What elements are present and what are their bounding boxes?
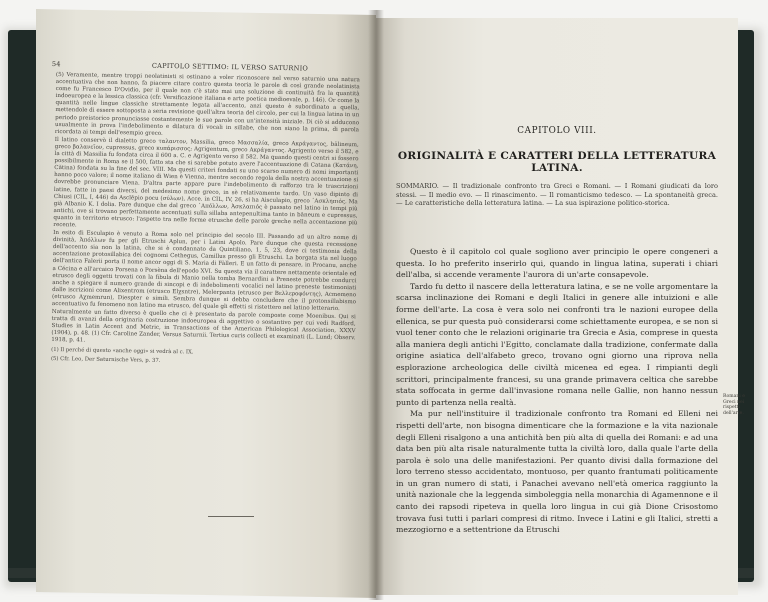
right-paragraph: Tardo fu detto il nascere della letteratura latina, e se ne volle argomentare la scarsa inclinazione dei Romani e degli Italici in genere alle intuizioni e alle forme dell'arte. La cosa è vera solo nei confronti tra le nazioni europee della ellenica, se pur questa può considerarsi come schiettamente europea, e se non si vuol tener conto che le relazioni originarie tra Grecia e Asia, comprese in questa alla maniera degli antichi l'Egitto, conclamate dalla tradizione, confermate dalla origine asiatica dell'alfabeto greco, trovano ogni giorno una riprova nella esplorazione archeologica delle civiltà micenea ed egea. I rimpianti degli scrittori, principalmente francesi, su una grande primavera celtica che sarebbe stata soffocata in germe dall'invasione romana nelle Gallie, non hanno nessun punto di partenza nella realtà. bbox=[396, 281, 718, 407]
left-running-title: CAPITOLO SETTIMO: IL VERSO SATURNIO bbox=[151, 61, 309, 73]
left-page-text bbox=[51, 72, 360, 369]
chapter-summary: SOMMARIO. — Il tradizionale confronto tra Greci e Romani. — I Romani giudicati da loro stessi. — Il medio evo. — Il rinascimento. — Il romanticismo tedesco. — La spontaneità greca. — Le caratteristiche della letteratura latina. — La sua ispirazione politico-storica. bbox=[396, 182, 718, 208]
margin-note: Romani e Greci nei rispetti dell'arte. bbox=[723, 394, 745, 416]
left-paragraph: Naturalmente un fatto diverso è quello che ci è presentato da parole composte come Moenibus. Qui si tratta di avanzi della originaria costruzione indoeuropea di aggettivo o sostantivo per cui vedi Radford, Studies in Latin Accent and Metric, in Transactions of the American Philological Association, XXXV (1904), p. 48. (1) Cfr. Caroline Zander, Versus Saturnii. Tertius curis collecti et examinati (L. Lund; Observ. 1918, p. 41. bbox=[51, 309, 356, 345]
chapter-title: ORIGINALITÀ E CARATTERI DELLA LETTERATURA LATINA. bbox=[397, 150, 717, 174]
left-footnote-rule bbox=[208, 516, 254, 517]
left-paragraph: Il latino conservò il dialetto greco ταλαντον, Massilia, greco Μασσαλία, greco Ακράγαντος, bālineum, greco βαλανεῖον, cupressus, greco κυπάρισσος; Agrigentum, greco Ακράγαντος. Agrigento verso il 582, e la città di Massilia fu fondata circa il 600 a. C. e Agrigento verso il 582. Ma quando questi centri si fossero possibilmente in Roma se il 500, fatto sta che si sarebbe potuto avere l'accentuazione di Catana (Κατάνη, Cătina) fondata su la fine del sec. VIII. Ma questi criteri fondati su uno scarso numero di nomi importanti hanno poco valore; il nome italiano di Wien è Vienna, mentre secondo regola della nostra accentuazione si dovrebbe pronunciare Viena. D'altra parte appare pure l'indebolimento di rafforzo tra le trascrizioni latine, fatte in paesi diversi, del medesimo nome greco, in sè relativamente tardo. Un vaso dipinto di Chiusi (CIL, I, 446) da Asclēpio pocu (σύλων), Acce. in CIL, IV, 26, si ha Aisculapio, greco ᾽Ασκληπιός. Ma già Albanio K. I dolia. Pare dunque che dal greco ᾽Απόλλων, Ἀσκλαπιός è passato nel latino in tempi più antichi, ove si trovano perfettamente accentuati sulla sillaba antepenultima tanto in bāneum e cupressus, quanto in territorio etrusco: l'aspetto tra nelle forme etrusche delle parole greche nella accentazione più recente. bbox=[53, 136, 359, 229]
left-footnote: (5) Cfr. Leo, Der Saturnische Vers, p. 37. bbox=[50, 355, 161, 364]
left-footnote: (1) Il perché di questo «anche oggi» si vedrà al c. IX. bbox=[51, 346, 194, 356]
book-gutter bbox=[368, 10, 384, 600]
left-paragraph: (5) Veramente, mentre troppi neolatinisti si ostinano a voler riconoscere nel verso saturnio una natura accentuativa che non hanno, fa piacere citare contro questa teoria le parole di così grande neolatinista come fu Francesco D'Ovidio, per il quale non c'è stato mai una soluzione di continuità fra la quantità indoeuropea e la lessica classica (cfr. Versificazione italiana e arte poetica medioevale, p. 146). Or come la quantità nelle lingue classiche strettamente legata all'accento, anzi questo è subordinato a quella, mettendole di essere sottoposta a seria revisione quell'altra teoria del circolo, per cui la lingua latina in un periodo preistorico pronunciasse costantemente le sue parole con un'intensità iniziale. Di ciò si adducono usualmente in prova l'indebolimento e dilatura di vocali in sillabe, che non siano la prima, di parola ricordata ai tempi dell'esempio greco. bbox=[54, 72, 360, 137]
right-page-text bbox=[396, 246, 718, 536]
right-paragraph: Questo è il capitolo col quale sogliono aver principio le opere congeneri a questa. Io ho preferito inserirlo qui, quando in lingua latina, superati i chiari dell'alba, si accende veramente l'aurora di un'arte consapevole. bbox=[396, 247, 718, 280]
left-paragraph: In esito di Esculapio è venuto a Roma solo nel principio del secolo III. Passando ad un altro nome di divinità, Ἀπόλλων fu per gli Etruschi Aplun, per i Latini Apolo. Pare dunque che questa recessione dell'accento sia non la latina, che si è condannato da Quintiliano, 1, 5, 23, dove ci testimonia della accentazione protosillabica dei cognomi Cethegus, Camillus presso gli Etruschi. La borgata sta nel luogo dell'antica Falerii porta il nome ancor oggi di S. Maria di Fàlleri. E un fatto di pensare, in Procanu, anche a Cécina e all'arcaico Porsena o Porsèna dell'epodo XVI. Su questa via il carattere nettamente orientale ed etrusco degli oggetti trovati con la fibula di Manio nella tomba Bernardini a Preneste potrebbe condurci anche a spiegare il numero grande di sincopi e di indebolimenti vocalici nel latino preneste testimoniati dalle iscrizioni come Alixentrom (etrusco Elχsntre), Melerpanta (etrusco per Βελλεροφόντης), Acmemeno (etrusco Aχmemrun), Diespter e simili. Sembra dunque si debba concludere che il protonsillabismo accentuativo fu fenomeno non latino ma etrusco, del quale gli effetti si ristettero nel latino letterario. bbox=[51, 230, 358, 312]
chapter-label: CAPITOLO VIII. bbox=[517, 126, 597, 136]
left-page-number: 54 bbox=[51, 60, 61, 69]
right-paragraph: Ma pur nell'instituire il tradizionale confronto tra Romani ed Elleni nei rispetti dell'arte, non bisogna dimenticare che la formazione e la vita nazionale degli Elleni risalgono a una antichità ben più alta di quella dei Romani: e ad una data ben più alta risale naturalmente tutta la civiltà loro, dalla quale l'arte della parola è solo una delle manifestazioni. Per quanto divisi dalla formazione del loro terreno stesso accidentato, montuoso, per quanto frantumati politicamente in un gran numero di stati, i Panachei avevano nell'età omerica raggiunto la unità nazionale che la leggenda simboleggia nella monarchia di Agamennone e il canto dei rapsodi ripeteva in quella loro lingua in cui già Dione Crisostomo trovava fusi tutti i parlari compresi di ritmo. Invece i Latini e gli Italici, stretti a mezzogiorno e a settentrione da Etruschi bbox=[396, 409, 718, 535]
